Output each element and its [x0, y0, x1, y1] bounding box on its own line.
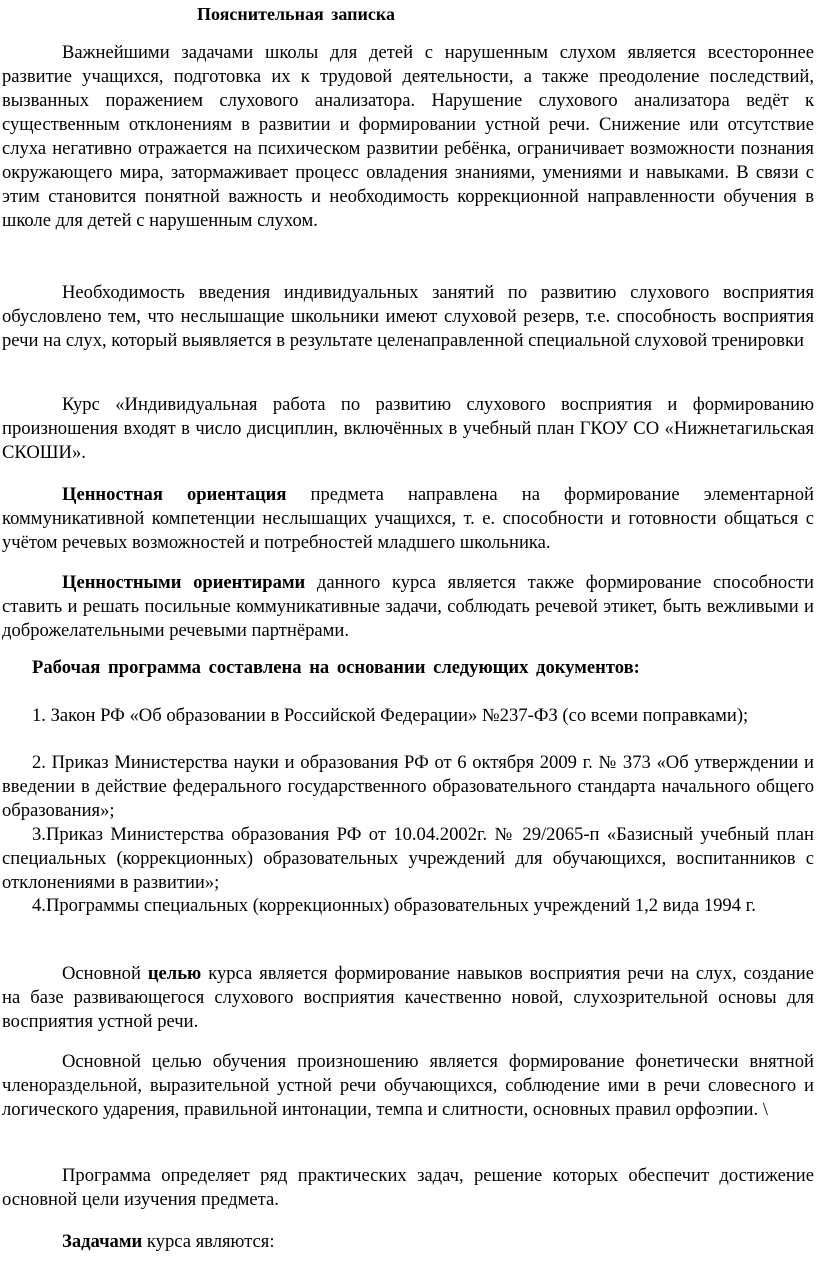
document-list-item-1: 1. Закон РФ «Об образовании в Российской Федерации» №237-ФЗ (со всеми поправками);: [32, 705, 749, 726]
document-list-item-3: 3.Приказ Министерства образования РФ от 10.04.2002г. № 29/2065-п «Базисный учебный план специальных (коррекционных) образовательных учреждений для обучающихся, воспитанников с отклонениями в развитии»;: [2, 824, 814, 893]
paragraph-course: Курс «Индивидуальная работа по развитию слухового восприятия и формированию произношения входят в число дисциплин, включённых в учебный план ГКОУ СО «Нижнетагильская СКОШИ».: [2, 394, 814, 463]
paragraph-intro: Важнейшими задачами школы для детей с нарушенным слухом является всестороннее развитие учащихся, подготовка их к трудовой деятельности, а также преодоление последствий, вызванных поражением слухового анализатора. Нарушение слухового анализатора ведёт к существенным отклонениям в развитии и формировании устной речи. Снижение или отсутствие слуха негативно отражается на психическом развитии ребёнка, ограничивает возможности познания окружающего мира, затормаживает процесс овладения знаниями, умениями и навыками. В связи с этим становится понятной важность и необходимость коррекционной направленности обучения в школе для детей с нарушенным слухом.: [2, 42, 814, 231]
document-list-item-4: 4.Программы специальных (коррекционных) образовательных учреждений 1,2 вида 1994 г.: [32, 895, 756, 916]
paragraph-tasks: [2, 1230, 814, 1254]
value-orientation-text: предмета направлена на формирование элементарной коммуникативной компетенции неслышащих учащихся, т. е. способности и готовности общаться с учётом речевых возможностей и потребностей младшего школьника.: [2, 484, 814, 553]
paragraph-value-guidelines: [2, 571, 814, 643]
course-goal-text: курса является формирование навыков восприятия речи на слух, создание на базе развивающегося слухового восприятия качественно новой, слухозрительной основы для восприятия устной речи.: [2, 963, 814, 1032]
tasks-text: курса являются:: [142, 1231, 275, 1252]
course-goal-term: целью: [147, 963, 202, 984]
value-guidelines-text: данного курса является также формирование способности ставить и решать посильные коммуникативные задачи, соблюдать речевой этикет, быть вежливыми и доброжелательными речевыми партнёрами.: [2, 572, 815, 641]
paragraph-tasks-intro: Программа определяет ряд практических задач, решение которых обеспечит достижение основной цели изучения предмета.: [2, 1165, 814, 1210]
paragraph-value-orientation: [2, 483, 814, 555]
documents-heading: Рабочая программа составлена на основании следующих документов:: [32, 657, 640, 678]
paragraph-necessity: Необходимость введения индивидуальных занятий по развитию слухового восприятия обусловлено тем, что неслышащие школьники имеют слуховой резерв, т.е. способность восприятия речи на слух, который выявляется в результате целенаправленной специальной слуховой тренировки: [2, 282, 814, 351]
course-goal-prefix: Основной: [62, 963, 148, 984]
document-list-item-2: 2. Приказ Министерства науки и образования РФ от 6 октября 2009 г. № 373 «Об утверждении и введении в действие федерального государственного образовательного стандарта начального общего образования»;: [2, 752, 814, 821]
paragraph-pronunciation-goal: Основной целью обучения произношению является формирование фонетически внятной членораздельной, выразительной устной речи обучающихся, соблюдение ими в речи словесного и логического ударения, правильной интонации, темпа и слитности, основных правил орфоэпии. \: [2, 1051, 814, 1120]
value-guidelines-term: Ценностными ориентирами: [62, 572, 306, 593]
tasks-term: Задачами: [62, 1231, 143, 1252]
paragraph-course-goal: [2, 962, 814, 1034]
document-title: Пояснительная записка: [197, 4, 396, 24]
value-orientation-term: Ценностная ориентация: [62, 484, 287, 505]
